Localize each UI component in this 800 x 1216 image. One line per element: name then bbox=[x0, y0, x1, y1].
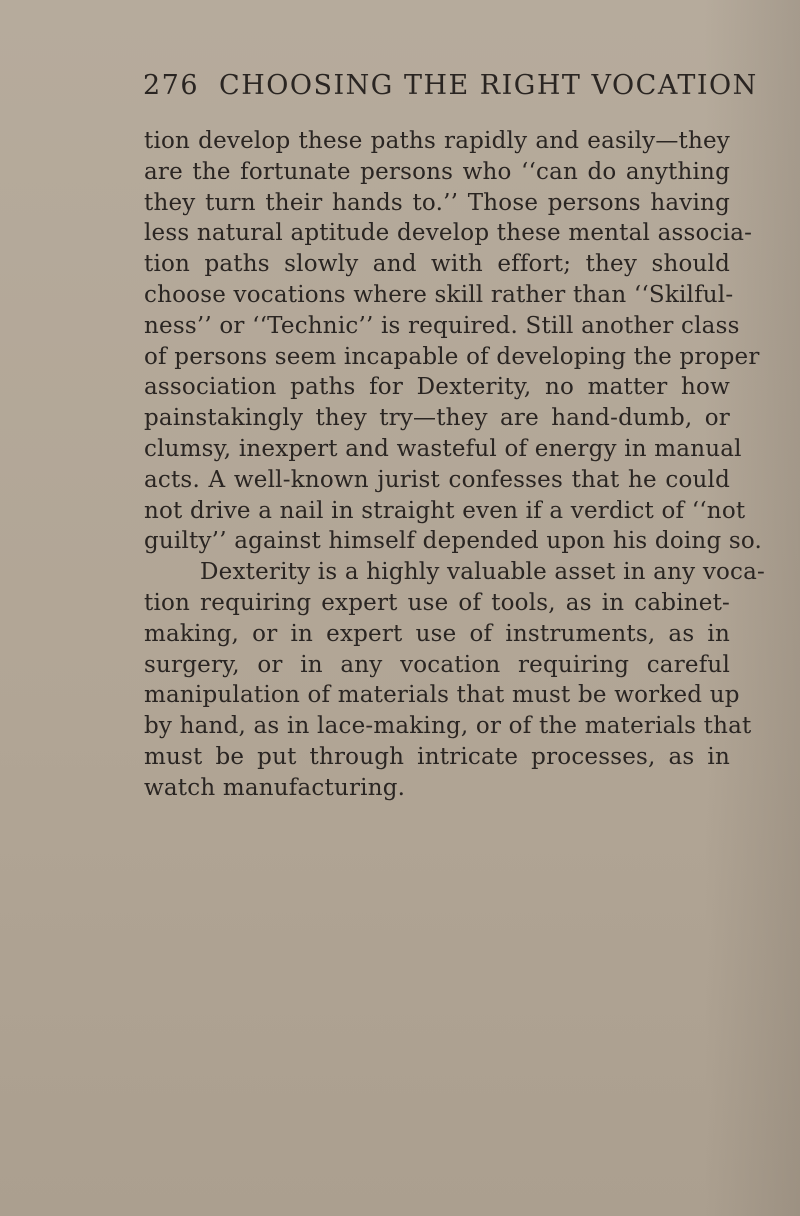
text-line: by hand, as in lace-making, or of the materials that bbox=[144, 713, 752, 740]
text-line: tion paths slowly and with effort; they should bbox=[144, 251, 730, 278]
text-line: painstakingly they try—they are hand-dumb, or bbox=[144, 405, 730, 432]
body-text bbox=[144, 126, 766, 804]
text-line: are the fortunate persons who ‘‘can do anything bbox=[144, 158, 730, 185]
text-line: guilty’’ against himself depended upon his doing so. bbox=[144, 528, 763, 555]
text-line: surgery, or in any vocation requiring careful bbox=[144, 651, 730, 678]
page-number: 276 bbox=[143, 70, 200, 101]
text-line: ness’’ or ‘‘Technic’’ is required. Still another class bbox=[144, 312, 740, 339]
paragraph-2 bbox=[144, 557, 766, 803]
text-line: association paths for Dexterity, no matter how bbox=[144, 374, 730, 401]
text-line: less natural aptitude develop these mental associa- bbox=[144, 220, 753, 247]
text-line: clumsy, inexpert and wasteful of energy in manual bbox=[144, 435, 742, 462]
text-line: not drive a nail in straight even if a verdict of ‘‘not bbox=[144, 497, 746, 524]
running-header bbox=[143, 70, 758, 110]
text-line: tion develop these paths rapidly and easily—they bbox=[144, 128, 730, 154]
paragraph-1 bbox=[144, 126, 763, 557]
text-line: tion requiring expert use of tools, as in cabinet- bbox=[144, 589, 730, 616]
text-line: watch manufacturing. bbox=[144, 774, 406, 801]
running-title: CHOOSING THE RIGHT VOCATION bbox=[219, 70, 758, 101]
text-line: must be put through intricate processes, as in bbox=[144, 743, 730, 770]
text-line: acts. A well-known jurist confesses that he could bbox=[144, 466, 730, 493]
text-line: making, or in expert use of instruments, as in bbox=[144, 620, 730, 647]
text-line: choose vocations where skill rather than ‘‘Skilful- bbox=[144, 281, 734, 308]
text-line: manipulation of materials that must be worked up bbox=[144, 682, 740, 709]
text-line: they turn their hands to.’’ Those persons having bbox=[144, 189, 730, 216]
text-line: of persons seem incapable of developing the proper bbox=[144, 343, 760, 370]
text-line: Dexterity is a highly valuable asset in any voca- bbox=[200, 559, 766, 586]
